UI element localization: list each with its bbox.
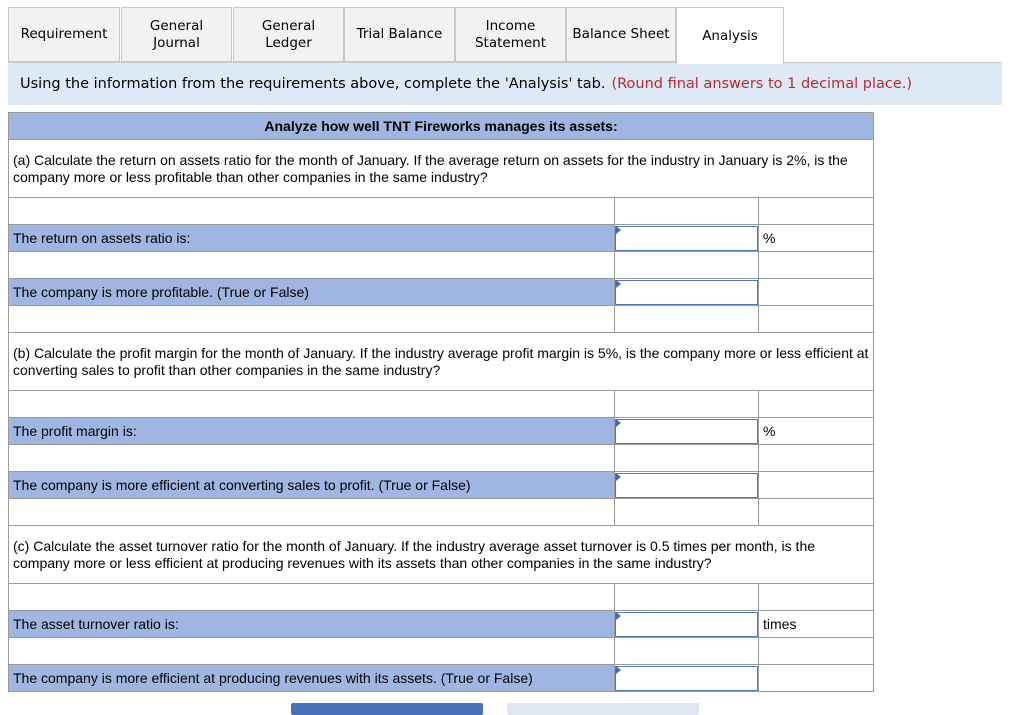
blank-cell [615, 499, 759, 526]
blank-cell [9, 638, 615, 665]
blank-cell [759, 279, 874, 306]
blank-cell [615, 391, 759, 418]
blank-cell [615, 445, 759, 472]
roa-cell [615, 225, 759, 252]
tab-label: General Ledger [261, 17, 316, 51]
roa-label: The return on assets ratio is: [9, 225, 615, 252]
blank-cell [615, 306, 759, 333]
cell-marker-icon [616, 280, 621, 288]
cell-marker-icon [616, 612, 621, 620]
roa-unit: % [759, 225, 874, 252]
analysis-table [8, 112, 874, 692]
blank-cell [759, 638, 874, 665]
cell-marker-icon [616, 666, 621, 674]
tab-label: General Journal [149, 17, 204, 51]
profit-margin-cell [615, 418, 759, 445]
blank-cell [9, 306, 615, 333]
tab-balance-sheet[interactable] [566, 7, 676, 62]
efficient-assets-input[interactable] [615, 666, 758, 691]
asset-turnover-input[interactable] [615, 612, 758, 637]
asset-turnover-cell [615, 611, 759, 638]
blank-cell [9, 252, 615, 279]
blank-cell [615, 198, 759, 225]
rounding-note: (Round final answers to 1 decimal place.) [611, 76, 913, 92]
efficient-sales-cell [615, 472, 759, 499]
blank-cell [9, 584, 615, 611]
profitable-cell [615, 279, 759, 306]
blank-cell [759, 499, 874, 526]
efficient-sales-label: The company is more efficient at converting sales to profit. (True or False) [9, 472, 615, 499]
tab-label: Trial Balance [356, 26, 443, 42]
efficient-assets-label: The company is more efficient at producing revenues with its assets. (True or False) [9, 665, 615, 692]
asset-turnover-unit: times [759, 611, 874, 638]
cell-marker-icon [616, 419, 621, 427]
blank-cell [759, 665, 874, 692]
profit-margin-input[interactable] [615, 419, 758, 444]
roa-input[interactable] [615, 226, 758, 251]
profit-margin-label: The profit margin is: [9, 418, 615, 445]
blank-cell [759, 252, 874, 279]
blank-cell [615, 584, 759, 611]
efficient-sales-input[interactable] [615, 473, 758, 498]
prev-nav-button[interactable] [291, 703, 483, 715]
blank-cell [759, 445, 874, 472]
instruction-bar [8, 62, 1002, 105]
tab-general-journal[interactable] [121, 7, 232, 62]
blank-cell [9, 445, 615, 472]
efficient-assets-cell [615, 665, 759, 692]
profitable-label: The company is more profitable. (True or False) [9, 279, 615, 306]
tab-income-statement[interactable] [455, 7, 566, 62]
instruction-text: Using the information from the requirements above, complete the 'Analysis' tab. [20, 76, 606, 92]
blank-cell [9, 198, 615, 225]
tab-general-ledger[interactable] [233, 7, 344, 62]
table-header: Analyze how well TNT Fireworks manages its assets: [9, 113, 874, 140]
cell-marker-icon [616, 226, 621, 234]
blank-cell [615, 252, 759, 279]
blank-cell [759, 584, 874, 611]
tab-requirement[interactable] [8, 7, 120, 62]
blank-cell [759, 198, 874, 225]
blank-cell [759, 472, 874, 499]
question-c: (c) Calculate the asset turnover ratio for the month of January. If the industry average asset turnover is 0.5 times per month, is the company more or less efficient at producing revenues with its assets than other companies in the same industry? [9, 526, 874, 584]
blank-cell [615, 638, 759, 665]
blank-cell [759, 306, 874, 333]
tab-label: Balance Sheet [572, 26, 670, 42]
asset-turnover-label: The asset turnover ratio is: [9, 611, 615, 638]
profitable-input[interactable] [615, 280, 758, 305]
blank-cell [9, 499, 615, 526]
tab-label: Analysis [702, 27, 758, 44]
cell-marker-icon [616, 473, 621, 481]
blank-cell [759, 391, 874, 418]
tab-analysis[interactable] [676, 7, 784, 64]
profit-margin-unit: % [759, 418, 874, 445]
tab-trial-balance[interactable] [344, 7, 455, 62]
tab-label: Requirement [20, 26, 108, 42]
tab-label: Income Statement [474, 17, 547, 51]
next-nav-button[interactable] [507, 703, 699, 715]
question-b: (b) Calculate the profit margin for the month of January. If the industry average profit margin is 5%, is the company more or less efficient at converting sales to profit than other companies in the same industry? [9, 333, 874, 391]
question-a: (a) Calculate the return on assets ratio for the month of January. If the average return on assets for the industry in January is 2%, is the company more or less profitable than other companies in the same industry? [9, 140, 874, 198]
blank-cell [9, 391, 615, 418]
